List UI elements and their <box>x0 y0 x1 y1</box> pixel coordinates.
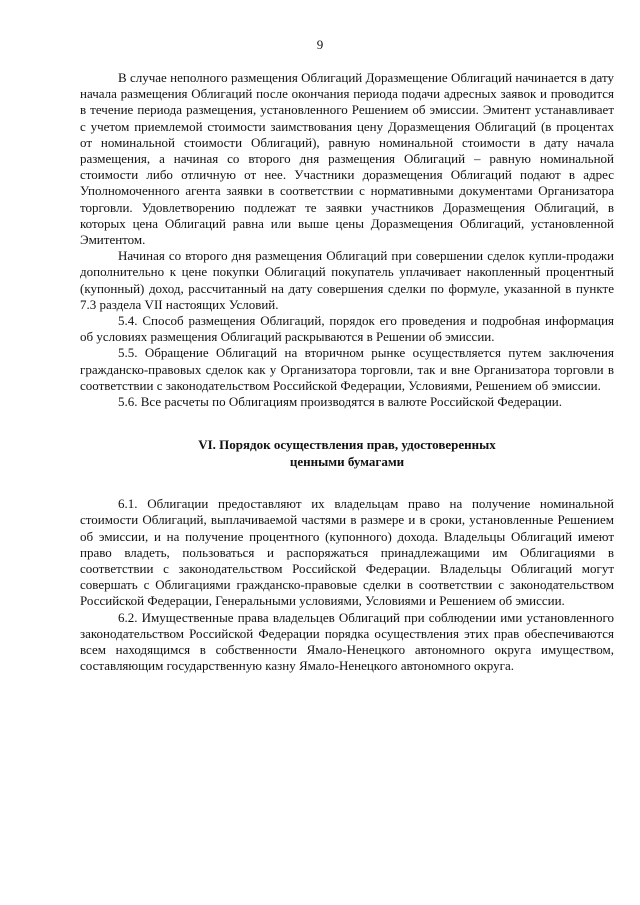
paragraph-6-2: 6.2. Имущественные права владельцев Облигаций при соблюдении ими установленного законодательством Российской Федерации порядка осуществления этих прав обеспечиваются всем находящимся в собственности Ямало-Ненецкого автономного округа имуществом, составляющим государственную казну Ямало-Ненецкого автономного округа. <box>80 609 614 674</box>
section-heading-vi <box>80 436 614 470</box>
paragraph-5-4: 5.4. Способ размещения Облигаций, порядок его проведения и подробная информация об условиях размещения Облигаций раскрываются в Решении об эмиссии. <box>80 313 614 345</box>
page-number: 9 <box>316 37 324 52</box>
section-heading-line-2: ценными бумагами <box>289 454 405 470</box>
section-heading-line-1: VI. Порядок осуществления прав, удостоверенных <box>198 437 496 453</box>
paragraph-incomplete-placement: В случае неполного размещения Облигаций Доразмещение Облигаций начинается в дату начала размещения Облигаций после окончания периода подачи адресных заявок и проводится в течение периода размещения, установленного Решением об эмиссии. Эмитент устанавливает с учетом приемлемой стоимости заимствования цену Доразмещения Облигаций (в процентах от номинальной стоимости Облигаций), равную номинальной стоимости в дату начала размещения, а начиная со второго дня размещения Облигаций – равную номинальной стоимости либо отличную от нее. Участники доразмещения Облигаций подают в адрес Уполномоченного агента заявки в соответствии с нормативными документами Организатора торговли. Удовлетворению подлежат те заявки участников Доразмещения Облигаций, в которых цена Облигаций равна или выше цены Доразмещения Облигаций, установленной Эмитентом. <box>80 70 614 248</box>
paragraph-5-5: 5.5. Обращение Облигаций на вторичном рынке осуществляется путем заключения гражданско-правовых сделок как у Организатора торговли, так и вне Организатора торговли в соответствии с законодательством Российской Федерации, Условиями, Решением об эмиссии. <box>80 345 614 393</box>
document-body <box>80 70 614 675</box>
paragraph-5-6: 5.6. Все расчеты по Облигациям производятся в валюте Российской Федерации. <box>118 394 563 410</box>
paragraph-accrued-coupon: Начиная со второго дня размещения Облигаций при совершении сделок купли-продажи дополнительно к цене покупки Облигаций покупатель уплачивает накопленный процентный (купонный) доход, рассчитанный на дату совершения сделки по формуле, указанной в пункте 7.3 раздела VII настоящих Условий. <box>80 248 614 312</box>
paragraph-6-1: 6.1. Облигации предоставляют их владельцам право на получение номинальной стоимости Облигаций, выплачиваемой частями в размере и в сроки, установленные Решением об эмиссии, и на получение процентного (купонного) дохода. Владельцы Облигаций имеют право владеть, пользоваться и распоряжаться принадлежащими им Облигациями в соответствии с законодательством Российской Федерации. Владельцы Облигаций могут совершать с Облигациями гражданско-правовые сделки в соответствии с законодательством Российской Федерации, Генеральными условиями, Условиями и Решением об эмиссии. <box>80 496 614 609</box>
